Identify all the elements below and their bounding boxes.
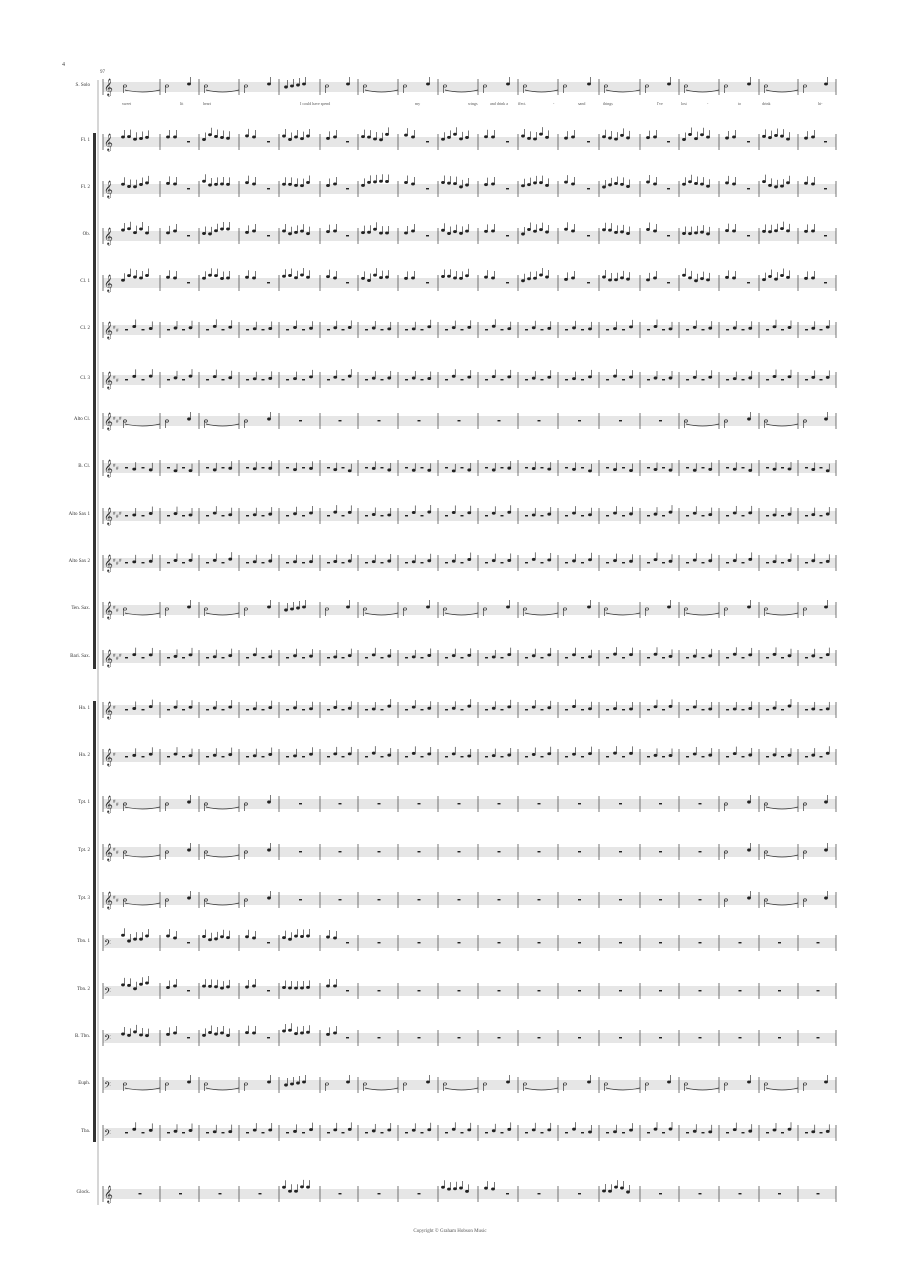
instrument-label: Hn. 1 <box>78 706 90 711</box>
treble-clef-icon: 𝄞 <box>104 459 113 477</box>
svg-text:#: # <box>113 376 116 381</box>
lyric-syllable: lit <box>180 101 184 106</box>
measure-number: 97 <box>100 70 105 75</box>
bass-clef-icon: 𝄢 <box>104 1080 112 1093</box>
lyric-syllable: - <box>707 101 709 106</box>
lyric-syllable: sand <box>578 101 586 106</box>
lyric-syllable: heart <box>203 101 211 106</box>
lyric-syllable: ffect. <box>518 101 527 106</box>
svg-text:#: # <box>116 657 119 662</box>
treble-clef-icon: 𝄞 <box>104 180 113 198</box>
instrument-label: Euph. <box>78 1081 90 1086</box>
staff-9 <box>103 459 836 477</box>
instrument-label: Cl. 3 <box>80 376 90 381</box>
treble-clef-icon: 𝄞 <box>104 371 113 389</box>
svg-text:#: # <box>116 467 119 472</box>
lyric-syllable: I could have spend <box>300 101 331 106</box>
staff-20 <box>103 976 836 999</box>
svg-text:#: # <box>113 512 116 517</box>
svg-text:#: # <box>119 417 122 422</box>
staff-1 <box>103 77 836 96</box>
bass-clef-icon: 𝄢 <box>104 1128 112 1141</box>
staff-3 <box>103 174 836 198</box>
instrument-label: S. Solo <box>75 83 90 88</box>
copyright: Copyright © Graham Hobson Music <box>413 1229 487 1234</box>
treble-clef-icon: 𝄞 <box>104 78 113 96</box>
treble-clef-icon: 𝄞 <box>104 748 113 766</box>
staff-23 <box>103 1122 836 1141</box>
staff-13 <box>103 647 836 667</box>
svg-text:#: # <box>113 654 116 659</box>
treble-clef-icon: 𝄞 <box>104 891 113 909</box>
staff-8 <box>103 412 836 430</box>
svg-text:#: # <box>116 899 119 904</box>
instrument-label: Alto Sax 2 <box>68 559 90 564</box>
staff-22 <box>103 1075 836 1093</box>
svg-text:#: # <box>119 559 122 564</box>
svg-text:#: # <box>116 515 119 520</box>
instrument-label: Alto Sax 1 <box>68 512 90 517</box>
instrument-label: Fl. 2 <box>80 185 90 190</box>
instrument-label: Tpt. 2 <box>78 848 90 853</box>
staff-11 <box>103 552 836 572</box>
treble-clef-icon: 𝄞 <box>104 601 113 619</box>
staff-6 <box>103 319 836 339</box>
staff-10 <box>103 505 836 525</box>
svg-text:#: # <box>113 800 116 805</box>
svg-text:#: # <box>119 654 122 659</box>
svg-text:#: # <box>113 464 116 469</box>
svg-text:#: # <box>113 606 116 611</box>
staff-24 <box>103 1180 836 1203</box>
treble-clef-icon: 𝄞 <box>104 507 113 525</box>
svg-text:#: # <box>116 803 119 808</box>
staff-5 <box>103 268 836 292</box>
staff-12 <box>103 600 836 619</box>
instrument-label: B. Cl. <box>78 464 90 469</box>
treble-clef-icon: 𝄞 <box>104 843 113 861</box>
instrument-label: Alto Cl. <box>73 417 90 422</box>
staff-16 <box>103 795 836 813</box>
staff-7 <box>103 369 836 389</box>
instrument-label: Tbn. 1 <box>76 939 90 944</box>
staff-4 <box>103 222 836 245</box>
staff-19 <box>103 928 836 951</box>
treble-clef-icon: 𝄞 <box>104 649 113 667</box>
staff-15 <box>103 746 836 766</box>
instrument-label: Ten. Sax. <box>71 606 90 611</box>
staff-21 <box>103 1023 836 1046</box>
instrument-label: B. Tbn. <box>74 1034 90 1039</box>
svg-text:#: # <box>113 896 116 901</box>
svg-text:#: # <box>113 848 116 853</box>
instrument-label: Ob. <box>82 232 90 237</box>
bass-clef-icon: 𝄢 <box>104 986 112 999</box>
treble-clef-icon: 𝄞 <box>104 554 113 572</box>
instrument-label: Tbn. 2 <box>76 987 90 992</box>
staff-14 <box>103 699 836 719</box>
lyric-syllable: I've <box>657 101 663 106</box>
page-number: 4 <box>62 62 65 68</box>
instrument-label: Cl. 1 <box>80 279 90 284</box>
staff-18 <box>103 891 836 909</box>
treble-clef-icon: 𝄞 <box>104 133 113 151</box>
instrument-label: Bari. Sax. <box>70 654 90 659</box>
lyric-syllable: wings <box>468 101 478 106</box>
svg-text:#: # <box>116 329 119 334</box>
staff-2 <box>103 127 836 151</box>
lyric-syllable: hi- <box>818 101 823 106</box>
instrument-label: Fl. 1 <box>80 138 90 143</box>
treble-clef-icon: 𝄞 <box>104 412 113 430</box>
svg-text:#: # <box>116 379 119 384</box>
svg-text:#: # <box>119 512 122 517</box>
staff-17 <box>103 843 836 861</box>
lyric-syllable: things <box>603 101 613 106</box>
svg-text:#: # <box>113 326 116 331</box>
treble-clef-icon: 𝄞 <box>104 274 113 292</box>
treble-clef-icon: 𝄞 <box>104 1185 113 1203</box>
woodwind-bracket <box>93 133 96 669</box>
bass-clef-icon: 𝄢 <box>104 938 112 951</box>
lyric-syllable: to <box>738 101 742 106</box>
instrument-label: Glock. <box>76 1190 90 1195</box>
lyric-syllable: drink <box>762 101 771 106</box>
brass-bracket <box>93 701 96 1142</box>
instrument-label: Tba. <box>80 1129 90 1134</box>
svg-text:#: # <box>113 559 116 564</box>
treble-clef-icon: 𝄞 <box>104 321 113 339</box>
svg-text:#: # <box>116 851 119 856</box>
lyric-syllable: sweet <box>122 101 132 106</box>
treble-clef-icon: 𝄞 <box>104 227 113 245</box>
lyric-syllable: lost <box>681 101 687 106</box>
lyric-syllable: and drink a <box>490 101 508 106</box>
svg-text:#: # <box>113 417 116 422</box>
svg-text:#: # <box>113 706 116 711</box>
treble-clef-icon: 𝄞 <box>104 795 113 813</box>
svg-text:#: # <box>116 609 119 614</box>
instrument-label: Cl. 2 <box>80 326 90 331</box>
instrument-label: Tpt. 1 <box>78 800 90 805</box>
instrument-label: Hn. 2 <box>78 753 90 758</box>
bass-clef-icon: 𝄢 <box>104 1033 112 1046</box>
svg-text:#: # <box>116 562 119 567</box>
lyric-syllable: - <box>553 101 555 106</box>
svg-text:#: # <box>113 753 116 758</box>
svg-text:#: # <box>116 420 119 425</box>
treble-clef-icon: 𝄞 <box>104 701 113 719</box>
instrument-label: Tpt. 3 <box>78 896 90 901</box>
lyric-syllable: my <box>415 101 421 106</box>
